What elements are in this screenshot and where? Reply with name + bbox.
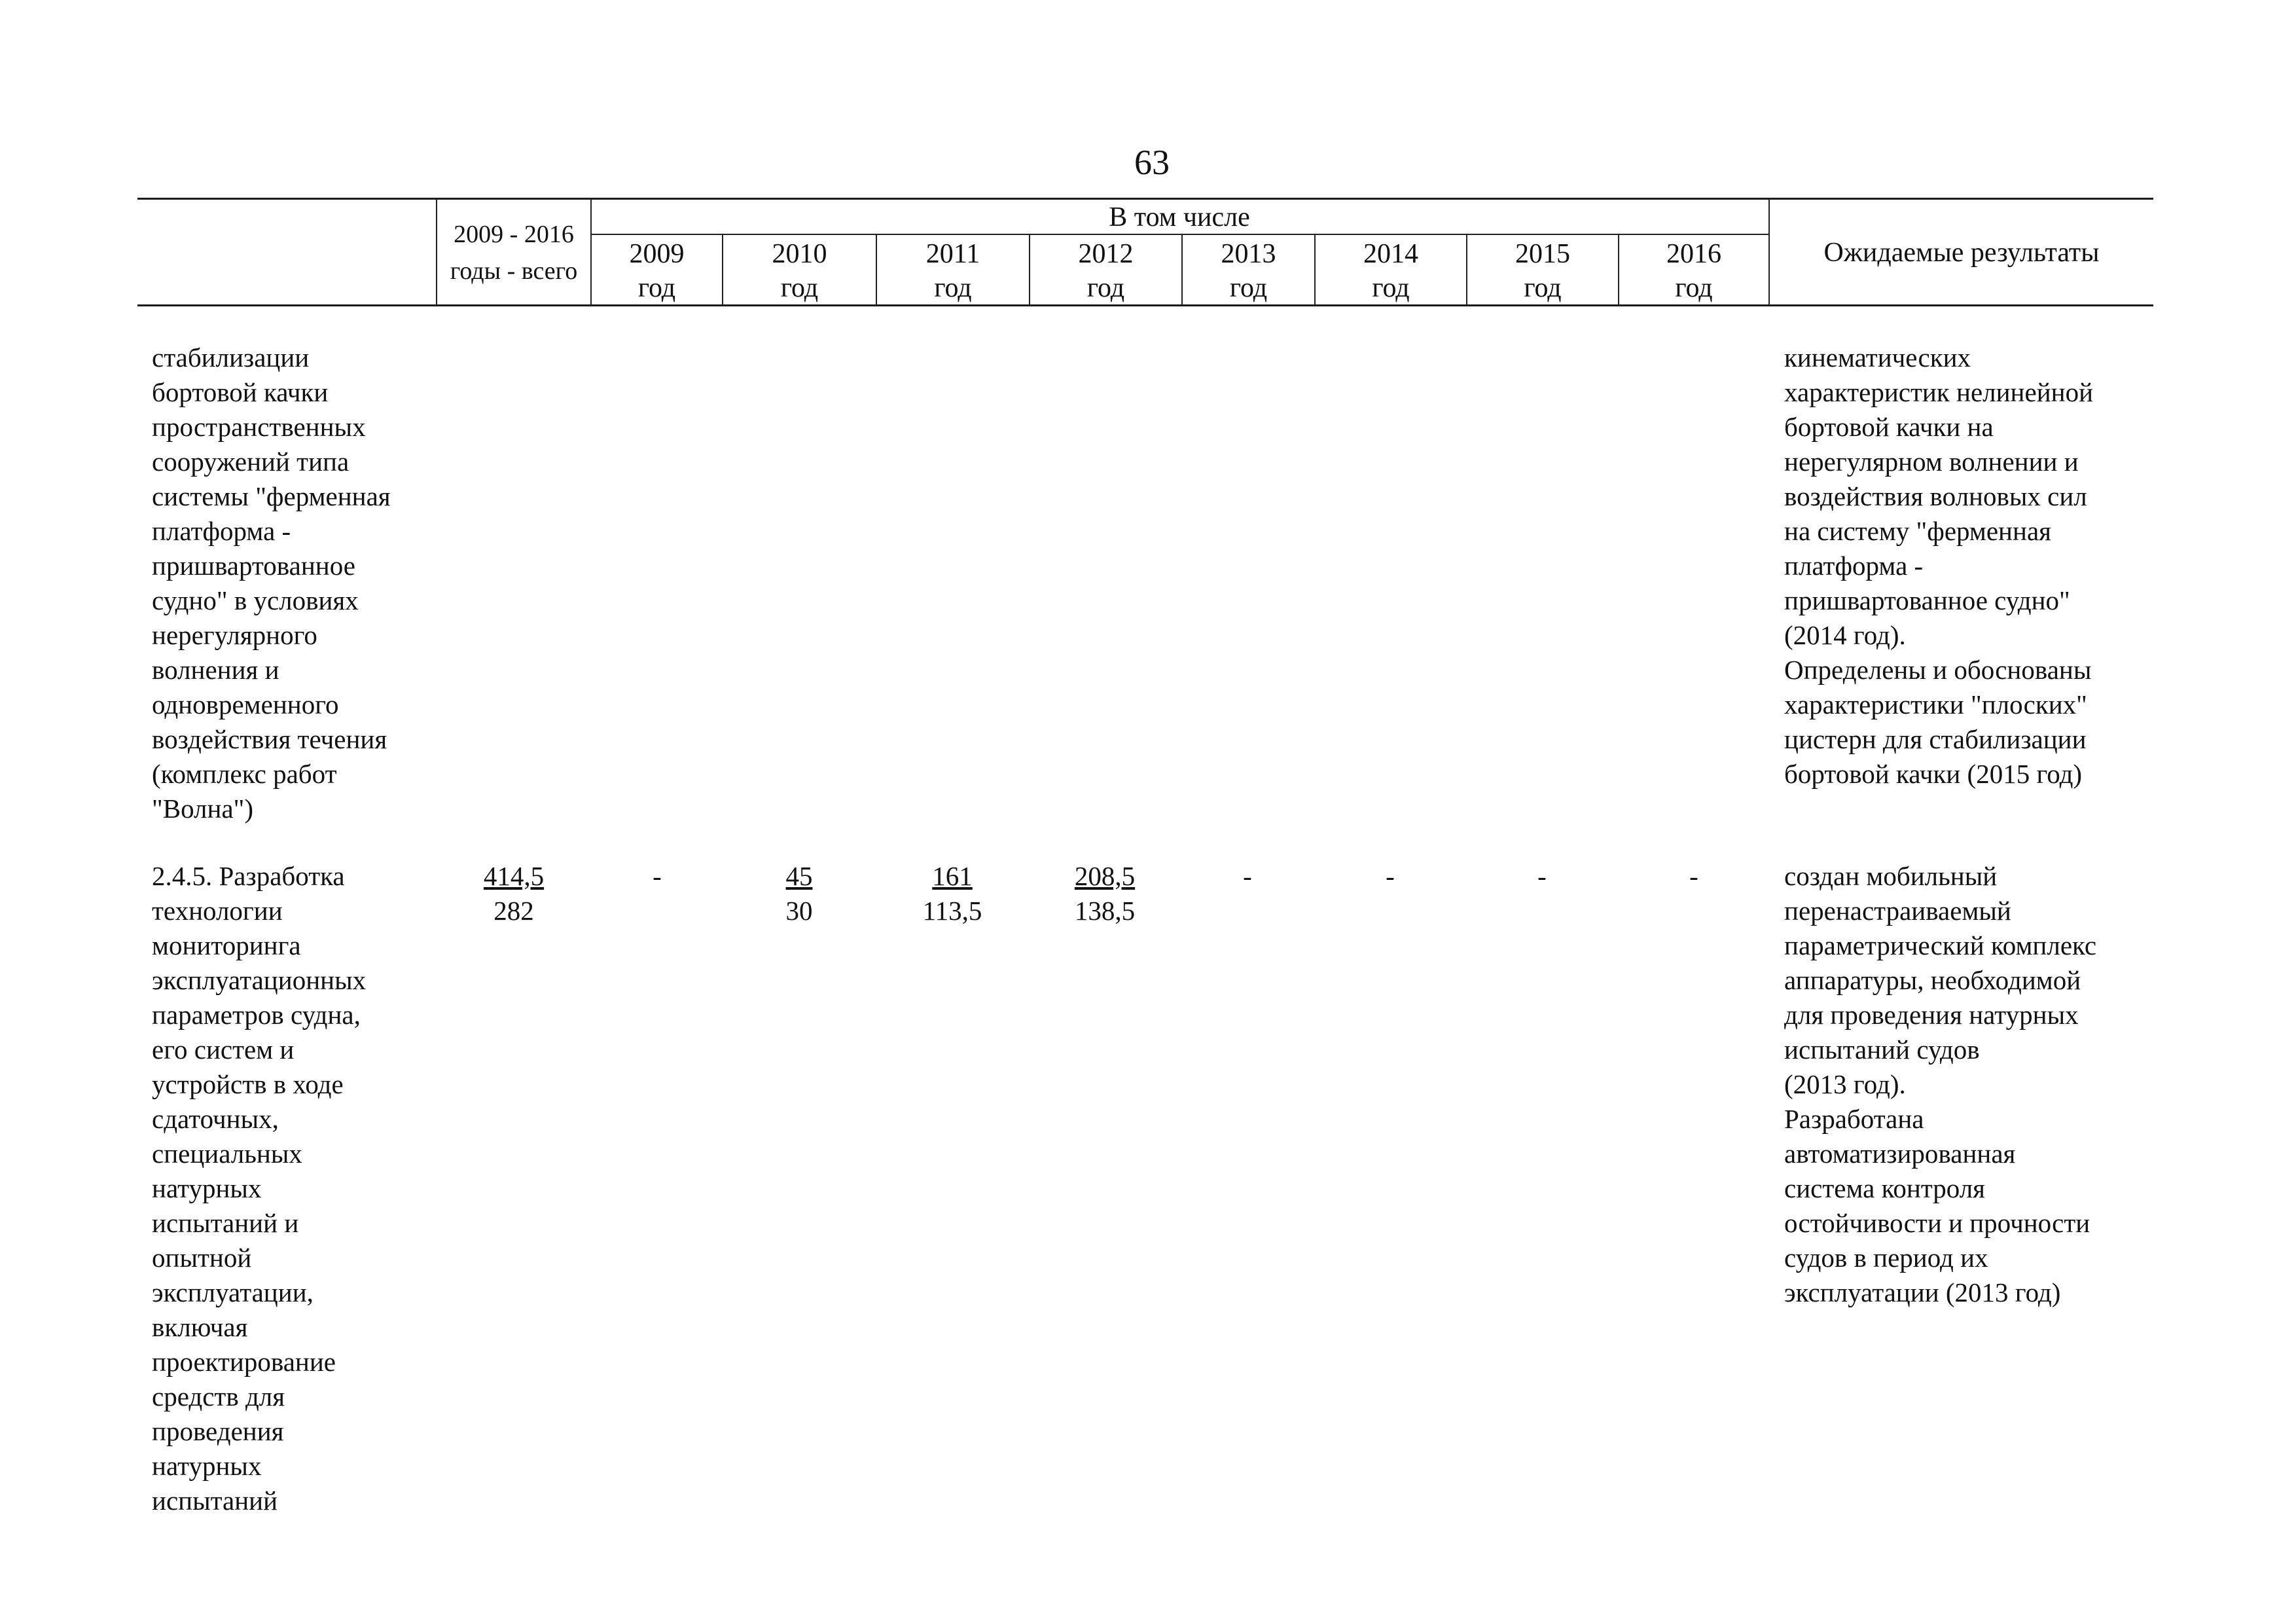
header-year-unit: год (780, 273, 819, 303)
row-2-4-5-2011-bottom: 113,5 (922, 896, 982, 926)
header-total-line1: 2009 - 2016 (454, 221, 574, 248)
header-total-line2: годы - всего (450, 257, 578, 285)
row-2-4-5-results: создан мобильный перенастраиваемый параметрический комплекс аппаратуры, необходимой для проведения натурных испытаний судов (2013 год). Разработана автоматизированная система контроля остойчивости и прочности судов в период их эксплуатации (2013 год) (1784, 861, 2097, 1307)
header-year-unit: год (1524, 273, 1562, 303)
page-number: 63 (1134, 143, 1170, 182)
row-2-4-5-2010-top: 45 (785, 861, 813, 891)
header-year-unit: год (1086, 273, 1125, 303)
row-2-4-5-2014-top: - (1386, 861, 1395, 891)
row-2-4-5-2016-top: - (1689, 861, 1698, 891)
row-2-4-5-total-top: 414,5 (483, 861, 545, 891)
header-year-2010: 2010 (772, 239, 827, 269)
header-top-rule (137, 198, 2153, 200)
row-2-4-5-2010-bottom: 30 (785, 896, 813, 926)
row-2-4-5-2012-top: 208,5 (1074, 861, 1136, 891)
header-results-label: Ожидаемые результаты (1823, 238, 2100, 268)
header-year-2014: 2014 (1363, 239, 1418, 269)
header-group-label: В том числе (1109, 202, 1250, 232)
row-2-4-5-2011-top: 161 (932, 861, 973, 891)
header-year-unit: год (1229, 273, 1268, 303)
header-year-2015: 2015 (1515, 239, 1570, 269)
row-continuation-results: кинематических характеристик нелинейной бортовой качки на нерегулярном волнении и воздействия волновых сил на систему "ферменная платформа - пришвартованное судно" (2014 год). Определены и обоснованы характеристики "плоских" цистерн для стабилизации бортовой качки (2015 год) (1784, 342, 2094, 789)
header-year-unit: год (1675, 273, 1713, 303)
row-2-4-5-2012-bottom: 138,5 (1074, 896, 1136, 926)
row-2-4-5-2013-top: - (1243, 861, 1252, 891)
header-year-2011: 2011 (925, 239, 980, 269)
row-2-4-5-total-bottom: 282 (493, 896, 534, 926)
row-continuation-name: стабилизации бортовой качки пространственных сооружений типа системы "ферменная платформа - пришвартованное судно" в условиях нерегулярного волнения и одновременного воздействия течения (комплекс работ "Волна") (152, 342, 391, 824)
header-year-unit: год (934, 273, 972, 303)
header-year-2012: 2012 (1078, 239, 1134, 269)
header-year-unit: год (1372, 273, 1410, 303)
row-2-4-5-name: 2.4.5. Разработка технологии мониторинга эксплуатационных параметров судна, его систем и устройств в ходе сдаточных, специальных натурных испытаний и опытной эксплуатации, включая проектирование средств для проведения натурных испытаний (152, 861, 367, 1516)
header-year-unit: год (637, 273, 676, 303)
header-year-2016: 2016 (1666, 239, 1721, 269)
row-2-4-5-2015-top: - (1537, 861, 1547, 891)
row-2-4-5-2009-top: - (653, 861, 662, 891)
header-year-2009: 2009 (629, 239, 685, 269)
col-divider (436, 199, 437, 305)
header-year-2013: 2013 (1221, 239, 1276, 269)
